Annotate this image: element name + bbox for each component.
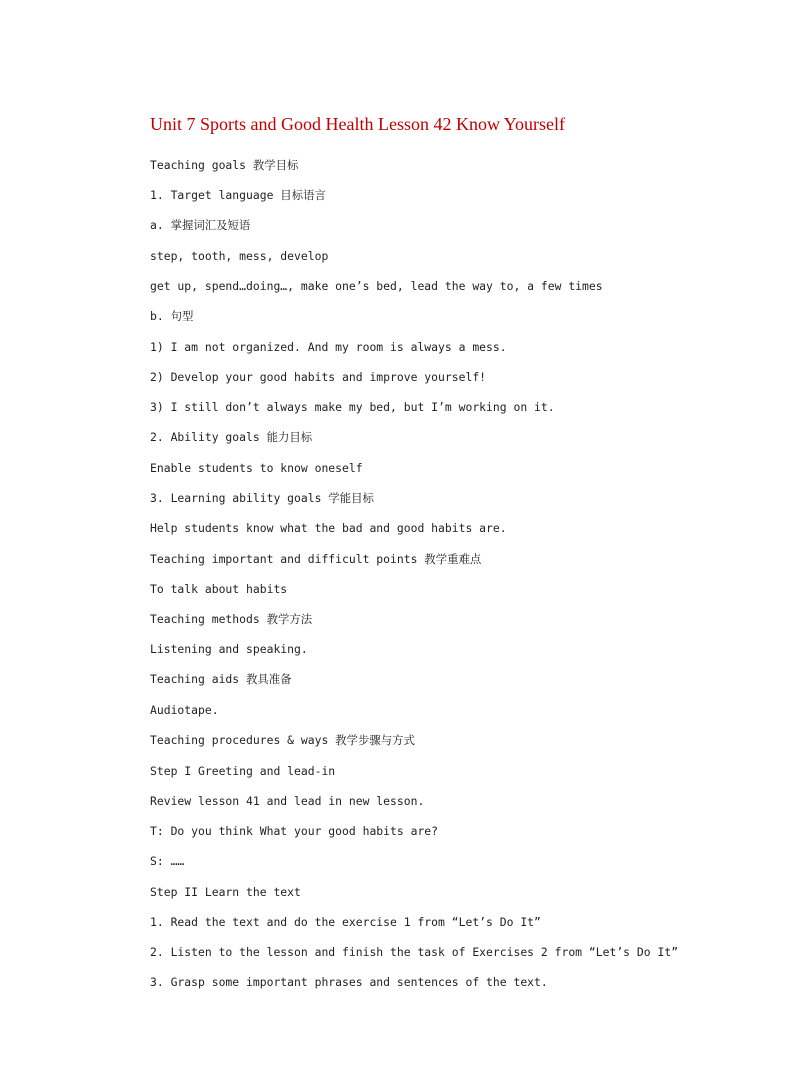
text-line: Teaching aids 教具准备 [150,672,292,686]
text-line: 1) I am not organized. And my room is always a mess. [150,340,507,354]
text-line: Step I Greeting and lead-in [150,764,336,778]
text-line: 3) I still don’t always make my bed, but I’m working on it. [150,400,555,414]
text-line: 3. Learning ability goals 学能目标 [150,491,374,505]
text-line: a. 掌握词汇及短语 [150,218,251,232]
text-line: S: …… [150,854,185,868]
text-line: Teaching procedures & ways 教学步骤与方式 [150,733,415,747]
text-line: 2. Ability goals 能力目标 [150,430,313,444]
text-line: 2) Develop your good habits and improve yourself! [150,370,487,384]
text-line: 3. Grasp some important phrases and sentences of the text. [150,975,548,989]
text-line: Teaching methods 教学方法 [150,612,313,626]
text-line: Audiotape. [150,703,219,717]
text-line: get up, spend…doing…, make one’s bed, lead the way to, a few times [150,279,603,293]
text-line: step, tooth, mess, develop [150,249,329,263]
text-line: Teaching goals 教学目标 [150,158,299,172]
text-line: T: Do you think What your good habits are? [150,824,439,838]
text-line: Listening and speaking. [150,642,308,656]
text-line: To talk about habits [150,582,288,596]
text-line: Help students know what the bad and good habits are. [150,521,507,535]
text-line: Teaching important and difficult points 教学重难点 [150,552,482,566]
text-line: Review lesson 41 and lead in new lesson. [150,794,425,808]
text-line: Enable students to know oneself [150,461,363,475]
text-line: 1. Read the text and do the exercise 1 from “Let’s Do It” [150,915,541,929]
text-line: 1. Target language 目标语言 [150,188,326,202]
text-line: 2. Listen to the lesson and finish the task of Exercises 2 from “Let’s Do It” [150,945,679,959]
text-line: Step II Learn the text [150,885,301,899]
document-title: Unit 7 Sports and Good Health Lesson 42 Know Yourself [150,114,565,134]
text-line: b. 句型 [150,309,194,323]
